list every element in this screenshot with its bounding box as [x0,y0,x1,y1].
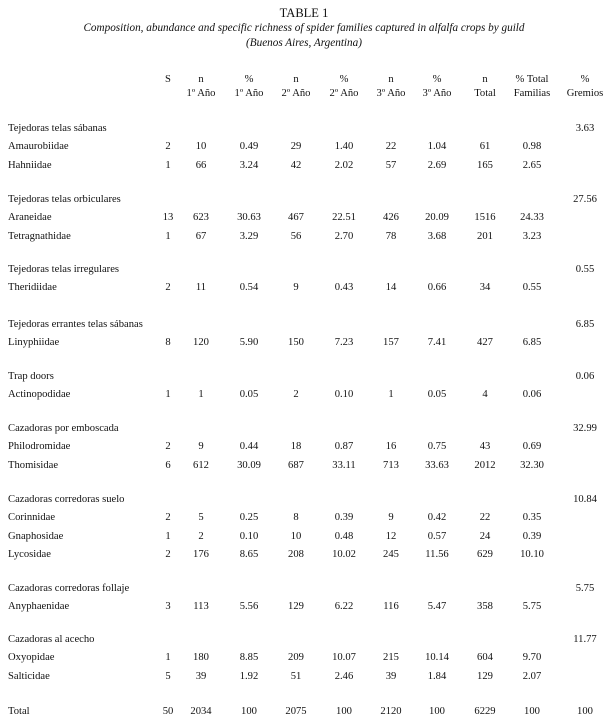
table-cell: 10.14 [425,652,449,663]
table-cell: 5.47 [427,601,447,612]
family-name: Amaurobiidae [8,141,69,152]
table-cell: 0.57 [427,530,447,542]
table-cell: 0.69 [522,441,542,452]
table-cell: 29 [290,141,302,152]
table-cell: 358 [477,601,493,612]
table-cell: 6.22 [334,601,354,612]
table-cell: 39 [195,670,207,682]
table-cell: 0.42 [427,512,447,523]
family-name: Linyphiidae [8,337,60,348]
table-cell: 2 [165,512,171,523]
family-name: Lycosidae [8,549,51,560]
table-cell: 2 [198,530,204,542]
column-header-line2: 1º Año [186,88,216,99]
table-cell: 2 [165,441,171,452]
table-cell: 157 [383,337,399,348]
guild-percent: 27.56 [573,194,597,205]
table-cell: 3.24 [239,159,259,171]
table-cell: 42 [290,159,302,171]
table-cell: 12 [385,530,397,542]
table-cell: 1 [165,230,171,242]
table-cell: 0.10 [239,530,259,542]
table-cell: 9 [198,441,204,452]
column-header-line1: % [339,74,349,85]
table-cell: 0.66 [427,282,447,293]
table-cell: 3.23 [522,230,542,242]
guild-percent: 3.63 [575,123,595,134]
table-cell: 34 [479,282,491,293]
table-cell: 2 [165,549,171,560]
table-region: (Buenos Aires, Argentina) [246,37,362,49]
guild-percent: 6.85 [575,319,595,330]
table-cell: 0.06 [522,389,542,400]
column-header-line2: Gremios [566,88,604,99]
column-header-line1: n [293,74,299,85]
column-header-line2: Total [474,88,496,99]
total-cell: 100 [241,706,257,717]
table-cell: 0.49 [239,141,259,152]
table-cell: 612 [193,459,209,471]
table-cell: 201 [477,230,493,242]
table-cell: 10 [290,530,302,542]
table-cell: 5 [198,512,204,523]
table-cell: 5 [165,670,171,682]
table-cell: 427 [477,337,493,348]
guild-name: Tejedoras errantes telas sábanas [8,319,143,330]
guild-percent: 0.55 [575,264,595,275]
table-cell: 39 [385,670,397,682]
table-cell: 2.70 [334,230,354,242]
table-cell: 1.04 [427,141,447,152]
table-cell: 22 [385,141,397,152]
guild-name: Tejedoras telas orbiculares [8,194,121,205]
table-cell: 66 [195,159,207,171]
table-cell: 1 [198,389,204,400]
table-cell: 1 [165,389,171,400]
family-name: Corinnidae [8,512,56,523]
table-cell: 10 [195,141,207,152]
table-cell: 113 [193,601,209,612]
table-cell: 1516 [474,212,496,223]
guild-name: Tejedoras telas irregulares [8,264,120,275]
table-cell: 8.65 [239,549,259,560]
table-cell: 43 [479,441,491,452]
table-cell: 6.85 [522,337,542,348]
family-name: Salticidae [8,670,50,682]
table-cell: 1.40 [334,141,354,152]
table-cell: 57 [385,159,397,171]
family-name: Theridiidae [8,282,57,293]
table-cell: 1 [165,530,171,542]
column-header-line2: 3º Año [376,88,406,99]
total-cell: 50 [162,706,174,717]
family-name: Oxyopidae [8,652,55,663]
column-header-line2: 2º Año [281,88,311,99]
total-cell: 100 [429,706,445,717]
table-cell: 120 [193,337,209,348]
table-cell: 22 [479,512,491,523]
table-cell: 687 [288,459,304,471]
table-cell: 10.07 [332,652,356,663]
total-cell: 100 [336,706,352,717]
family-name: Thomisidae [8,459,59,471]
table-cell: 0.25 [239,512,259,523]
table-cell: 8.85 [239,652,259,663]
table-cell: 2.69 [427,159,447,171]
column-header-line2: Familias [513,88,551,99]
column-header-line2: 3º Año [422,88,452,99]
column-header-line1: % [432,74,442,85]
table-cell: 10.10 [520,549,544,560]
table-cell: 2 [165,282,171,293]
table-cell: 2.46 [334,670,354,682]
table-cell: 6 [165,459,171,471]
table-cell: 1 [388,389,394,400]
table-cell: 0.35 [522,512,542,523]
total-cell: 6229 [474,706,496,717]
table-cell: 0.05 [427,389,447,400]
table-cell: 0.44 [239,441,259,452]
guild-percent: 0.06 [575,371,595,382]
table-cell: 2.02 [334,159,354,171]
table-cell: 1 [165,652,171,663]
table-cell: 3 [165,601,171,612]
table-cell: 0.48 [334,530,354,542]
table-cell: 9.70 [522,652,542,663]
table-cell: 176 [193,549,209,560]
table-cell: 426 [383,212,399,223]
table-cell: 629 [477,549,493,560]
column-header [549,73,608,103]
table-cell: 208 [288,549,304,560]
table-cell: 0.54 [239,282,259,293]
table-cell: 18 [290,441,302,452]
guild-percent: 5.75 [575,583,595,594]
total-label: Total [8,706,30,717]
table-cell: 0.39 [522,530,542,542]
table-cell: 1 [165,159,171,171]
family-name: Tetragnathidae [8,230,71,242]
table-cell: 5.75 [522,601,542,612]
total-cell: 2120 [380,706,402,717]
table-cell: 24 [479,530,491,542]
guild-name: Cazadoras por emboscada [8,423,119,434]
family-name: Gnaphosidae [8,530,64,542]
table-cell: 2 [293,389,299,400]
table-cell: 11 [195,282,207,293]
table-cell: 1.84 [427,670,447,682]
table-cell: 30.63 [237,212,261,223]
table-cell: 56 [290,230,302,242]
guild-percent: 11.77 [573,634,597,645]
table-cell: 3.68 [427,230,447,242]
table-cell: 67 [195,230,207,242]
total-cell: 100 [577,706,593,717]
table-cell: 129 [477,670,493,682]
table-cell: 0.39 [334,512,354,523]
guild-name: Cazadoras al acecho [8,634,95,645]
table-cell: 1.92 [239,670,259,682]
table-cell: 215 [383,652,399,663]
total-cell: 100 [524,706,540,717]
guild-percent: 10.84 [573,494,597,505]
table-cell: 604 [477,652,493,663]
table-subtitle: Composition, abundance and specific richness of spider families captured in alfalfa crops by guild [83,22,525,34]
table-title: TABLE 1 [279,6,329,20]
table-cell: 22.51 [332,212,356,223]
table-cell: 0.05 [239,389,259,400]
guild-name: Cazadoras corredoras suelo [8,494,125,505]
guild-percent: 32.99 [573,423,597,434]
table-cell: 129 [288,601,304,612]
family-name: Araneidae [8,212,52,223]
column-header-line1: % [244,74,254,85]
table-cell: 0.98 [522,141,542,152]
family-name: Hahniidae [8,159,52,171]
table-cell: 9 [388,512,394,523]
table-cell: 13 [162,212,174,223]
column-header-line1: % [580,74,590,85]
table-cell: 8 [165,337,171,348]
table-cell: 5.90 [239,337,259,348]
guild-name: Cazadoras corredoras follaje [8,583,130,594]
column-header-line1: n [198,74,204,85]
family-name: Anyphaenidae [8,601,70,612]
table-cell: 2.65 [522,159,542,171]
table-cell: 24.33 [520,212,544,223]
table-cell: 33.11 [332,459,356,471]
table-cell: 33.63 [425,459,449,471]
table-cell: 2.07 [522,670,542,682]
table-cell: 16 [385,441,397,452]
table-cell: 20.09 [425,212,449,223]
table-cell: 209 [288,652,304,663]
table-cell: 467 [288,212,304,223]
table-cell: 0.75 [427,441,447,452]
table-cell: 2012 [474,459,496,471]
table-cell: 32.30 [520,459,544,471]
total-cell: 2034 [190,706,212,717]
table-cell: 11.56 [425,549,449,560]
column-header-line1: S [165,74,171,85]
table-cell: 5.56 [239,601,259,612]
table-cell: 3.29 [239,230,259,242]
total-cell: 2075 [285,706,307,717]
table-cell: 10.02 [332,549,356,560]
table-cell: 30.09 [237,459,261,471]
table-cell: 0.43 [334,282,354,293]
table-cell: 14 [385,282,397,293]
table-cell: 8 [293,512,299,523]
guild-name: Trap doors [8,371,54,382]
table-cell: 7.41 [427,337,447,348]
table-cell: 0.10 [334,389,354,400]
table-cell: 150 [288,337,304,348]
table-cell: 4 [482,389,488,400]
guild-name: Tejedoras telas sábanas [8,123,107,134]
column-header-line1: % Total [515,74,549,85]
table-cell: 9 [293,282,299,293]
table-cell: 0.55 [522,282,542,293]
column-header-line2: 2º Año [329,88,359,99]
table-cell: 245 [383,549,399,560]
table-cell: 116 [383,601,399,612]
table-cell: 7.23 [334,337,354,348]
table-cell: 165 [477,159,493,171]
table-cell: 0.87 [334,441,354,452]
table-cell: 78 [385,230,397,242]
table-cell: 51 [290,670,302,682]
table-cell: 61 [479,141,491,152]
column-header-line1: n [482,74,488,85]
table-cell: 623 [193,212,209,223]
family-name: Philodromidae [8,441,71,452]
family-name: Actinopodidae [8,389,71,400]
column-header-line2: 1º Año [234,88,264,99]
table-cell: 180 [193,652,209,663]
column-header-line1: n [388,74,394,85]
table-cell: 2 [165,141,171,152]
table-cell: 713 [383,459,399,471]
